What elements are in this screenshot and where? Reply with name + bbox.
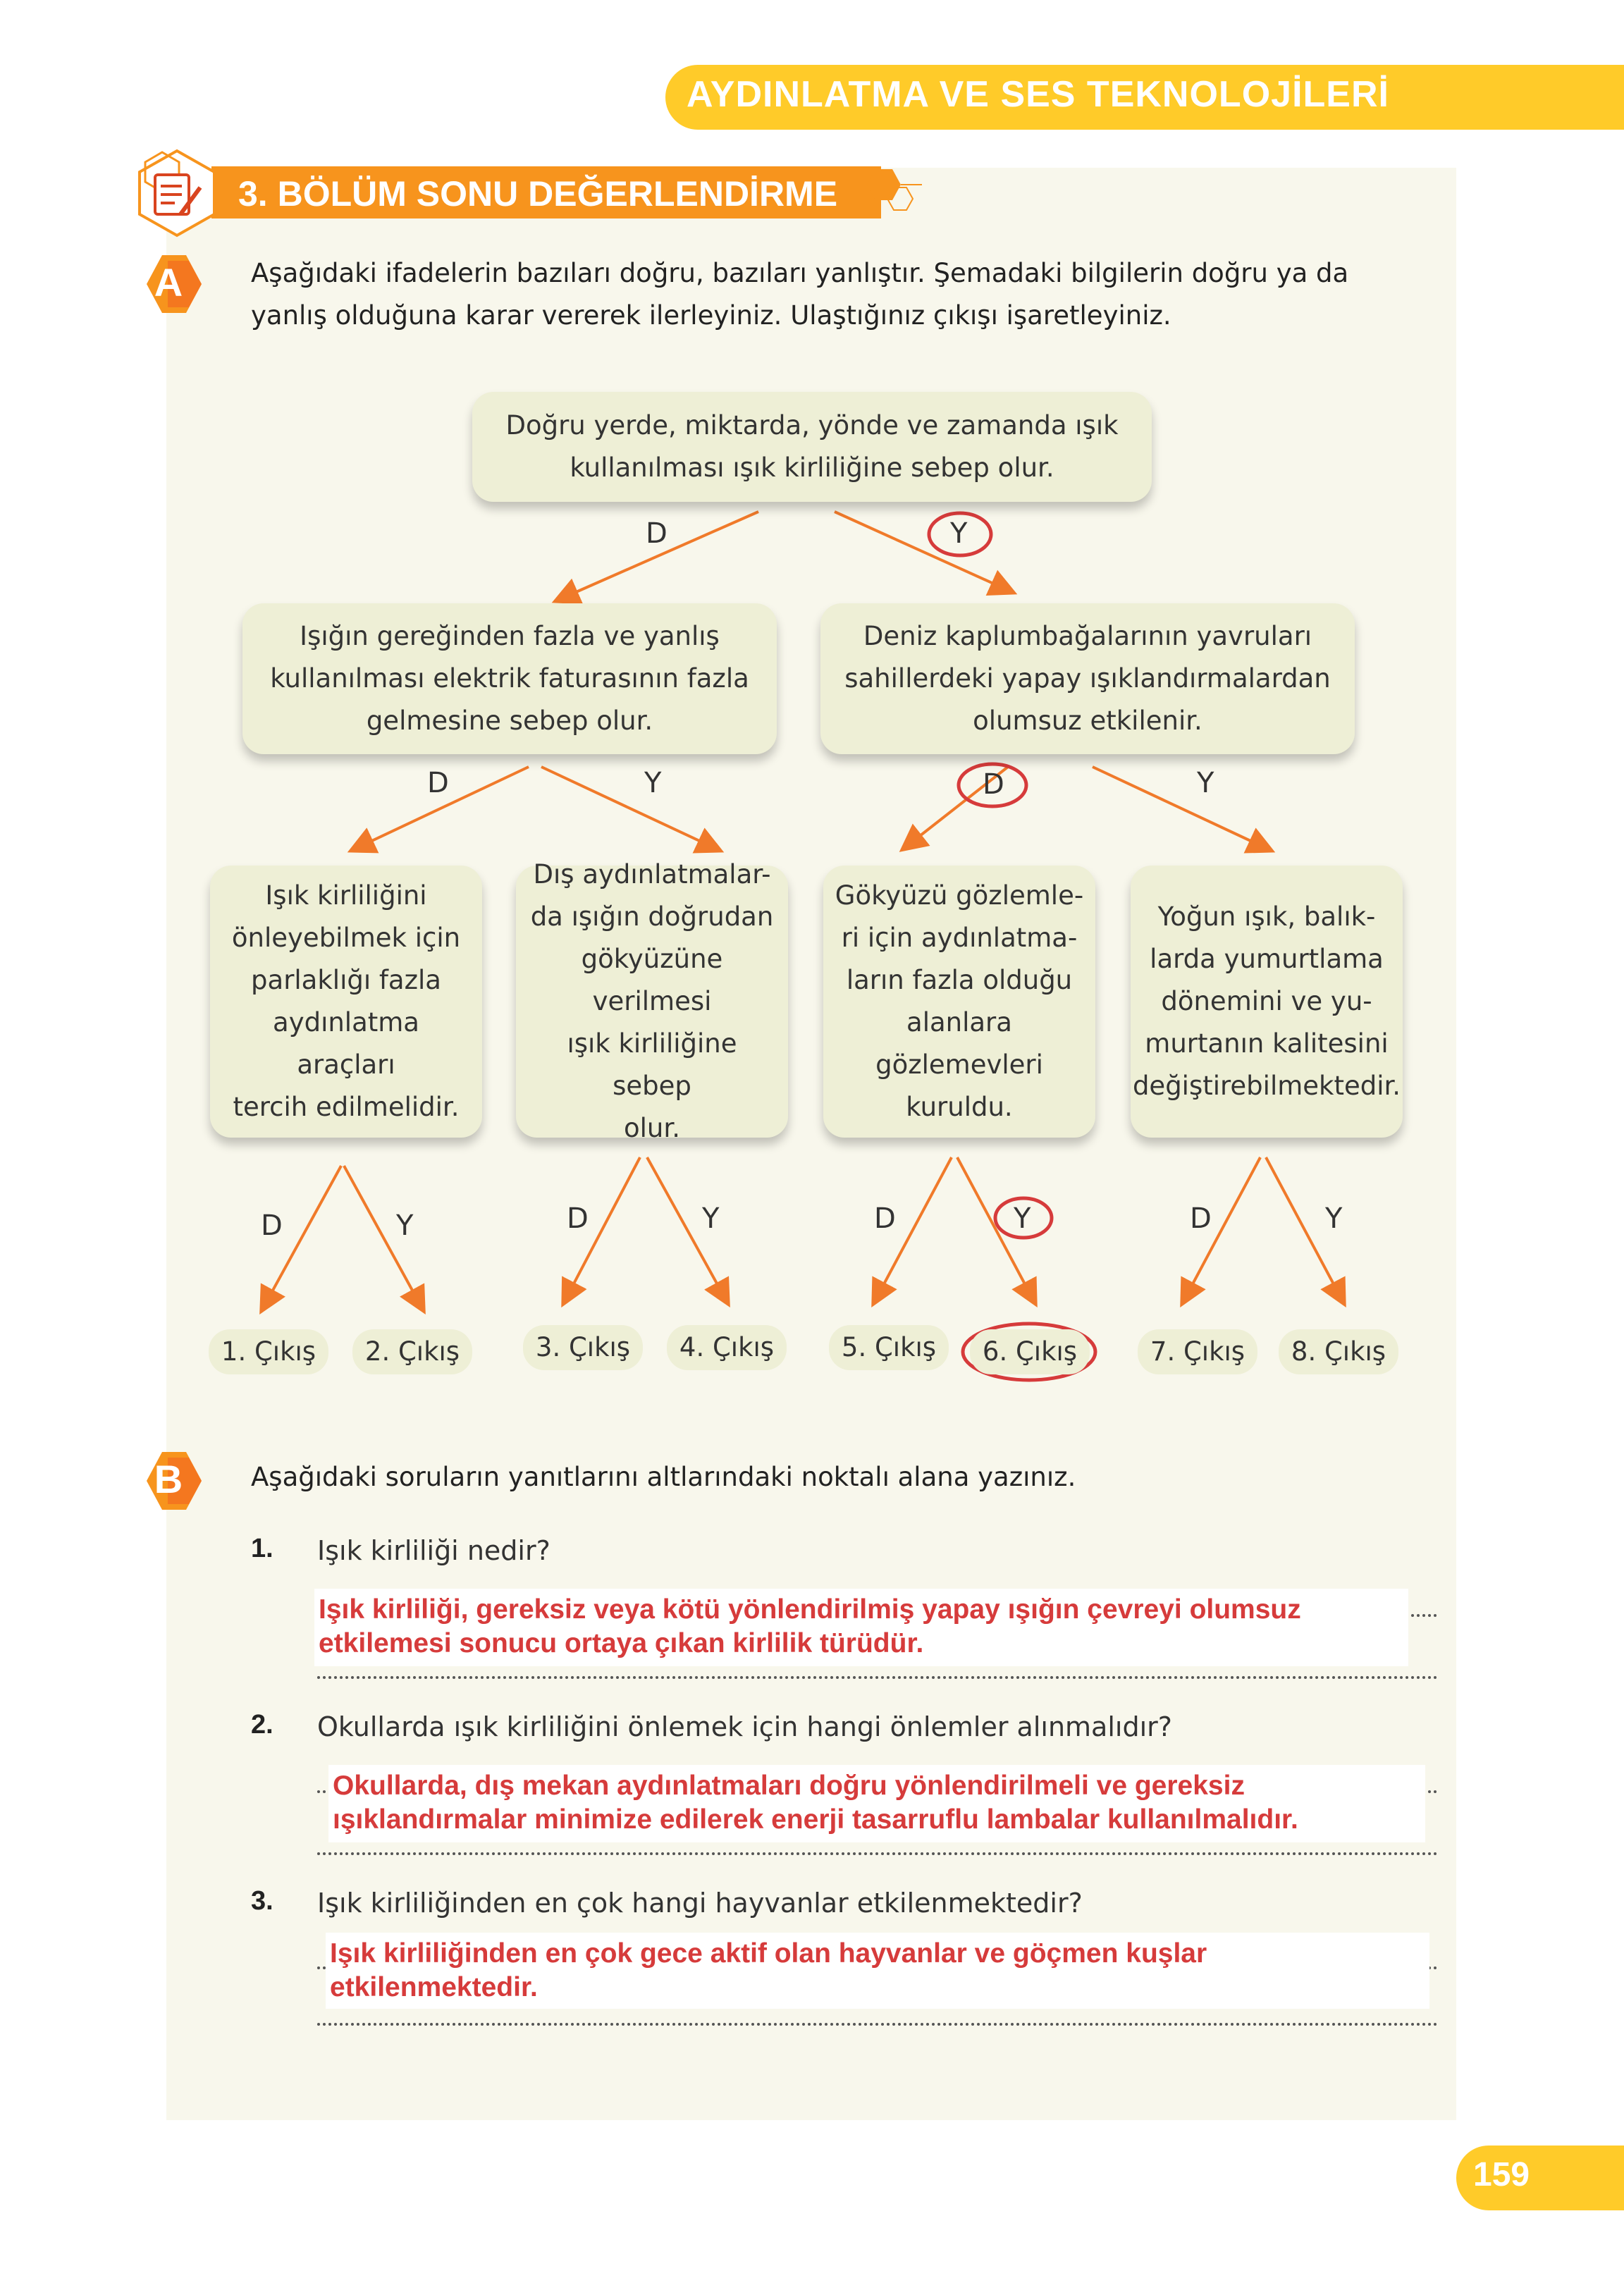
exit-4[interactable]: 4. Çıkış [667, 1325, 787, 1370]
root-line1: Doğru yerde, miktarda, yönde ve zamanda ışık [505, 410, 1119, 441]
answer-1-dotline-2 [317, 1676, 1438, 1679]
l3-3-false-label: Y [1014, 1202, 1031, 1235]
answer-3-line1: Işık kirliliğinden en çok gece aktif olan hayvanlar ve göçmen kuşlar [330, 1938, 1207, 1969]
exit-1[interactable]: 1. Çıkış [209, 1329, 328, 1374]
level3-1-line1: Işık kirliliğini [265, 880, 427, 911]
level3-box-1 [210, 866, 482, 1138]
l3-4-true-label: D [1190, 1202, 1212, 1235]
level3-2-line5: olur. [624, 1113, 680, 1143]
level3-box-3 [823, 866, 1095, 1138]
level3-3-line3: ların fazla olduğu [846, 965, 1073, 995]
level2-box-right [820, 603, 1355, 754]
level3-4-line5: değiştirebilmektedir. [1132, 1071, 1401, 1101]
level3-3-line5: gözlemevleri [875, 1049, 1043, 1080]
level3-2-line4: ışık kirliliğine sebep [567, 1028, 737, 1101]
answer-2-dotline-2 [317, 1852, 1438, 1855]
page-number-tab [1456, 2146, 1624, 2210]
part-a-letter: A [154, 260, 183, 304]
part-a-instruction-line1: Aşağıdaki ifadelerin bazıları doğru, bazıları yanlıştır. Şemadaki bilgilerin doğru ya da [251, 258, 1349, 288]
level3-3-line1: Gökyüzü gözlemle- [835, 880, 1084, 911]
level3-1-line2: önleyebilmek için [231, 923, 461, 953]
l3-1-false-label: Y [396, 1209, 414, 1242]
level3-2-line1: Dış aydınlatmalar- [533, 859, 771, 889]
question-1-text: Işık kirliliği nedir? [317, 1535, 550, 1566]
answer-3-dotline-2 [317, 2023, 1438, 2026]
level2-right-line1: Deniz kaplumbağalarının yavruları [863, 621, 1312, 651]
level3-1-line4: aydınlatma araçları [273, 1007, 419, 1080]
flowchart-root-box [472, 392, 1152, 502]
chapter-title: AYDINLATMA VE SES TEKNOLOJİLERİ [687, 74, 1389, 115]
part-b-instruction: Aşağıdaki soruların yanıtlarını altlarındaki noktalı alana yazınız. [251, 1462, 1076, 1492]
level3-3-line4: alanlara [906, 1007, 1012, 1038]
level3-2-line2: da ışığın doğrudan [530, 901, 774, 932]
answer-3-field[interactable] [326, 1933, 1429, 2009]
part-b-letter-wrap [137, 1448, 200, 1511]
level3-4-line4: murtanın kalitesini [1145, 1028, 1389, 1059]
level2-left-line3: gelmesine sebep olur. [366, 706, 653, 736]
level2-left-line1: Işığın gereğinden fazla ve yanlış [300, 621, 720, 651]
part-b-letter: B [154, 1457, 183, 1501]
level2-right-line3: olumsuz etkilenir. [973, 706, 1202, 736]
question-3-text: Işık kirliliğinden en çok hangi hayvanlar etkilenmektedir? [317, 1888, 1083, 1919]
question-2-number: 2. [251, 1710, 273, 1740]
level3-3-line2: ri için aydınlatma- [841, 923, 1078, 953]
level2-left-false-label: Y [644, 767, 662, 799]
exit-8[interactable]: 8. Çıkış [1279, 1329, 1398, 1374]
l3-3-true-label: D [874, 1202, 896, 1235]
page-number: 159 [1473, 2156, 1530, 2193]
answer-1-field[interactable] [314, 1589, 1408, 1666]
section-title: 3. BÖLÜM SONU DEĞERLENDİRME [238, 174, 838, 214]
answer-1-line2: etkilemesi sonucu ortaya çıkan kirlilik türüdür. [319, 1628, 924, 1658]
level2-box-left [242, 603, 777, 754]
exit-5[interactable]: 5. Çıkış [829, 1325, 949, 1370]
level3-box-2 [516, 859, 788, 1143]
level2-right-true-label: D [983, 768, 1004, 801]
answer-2-field[interactable] [328, 1765, 1425, 1842]
level3-1-line3: parlaklığı fazla [251, 965, 441, 995]
level3-2-line3: gökyüzüne verilmesi [581, 944, 723, 1016]
question-2-text: Okullarda ışık kirliliğini önlemek için hangi önlemler alınmalıdır? [317, 1711, 1172, 1742]
l3-4-false-label: Y [1325, 1202, 1343, 1235]
exit-2[interactable]: 2. Çıkış [352, 1329, 472, 1374]
part-a-instruction-line2: yanlış olduğuna karar vererek ilerleyiniz. Ulaştığınız çıkışı işaretleyiniz. [251, 300, 1171, 331]
level2-left-line2: kullanılması elektrik faturasının fazla [270, 663, 749, 694]
answer-1-line1: Işık kirliliği, gereksiz veya kötü yönlendirilmiş yapay ışığın çevreyi olumsuz [319, 1594, 1301, 1625]
level2-right-false-label: Y [1197, 767, 1214, 799]
answer-3-line2: etkilenmektedir. [330, 1972, 538, 2002]
root-line2: kullanılması ışık kirliliğine sebep olur. [570, 453, 1054, 483]
level2-left-true-label: D [427, 767, 449, 799]
l3-1-true-label: D [261, 1209, 283, 1242]
root-true-label: D [646, 517, 668, 550]
exit-6[interactable]: 6. Çıkış [970, 1329, 1090, 1374]
answer-2-line1: Okullarda, dış mekan aydınlatmaları doğru yönlendirilmeli ve gereksiz [333, 1771, 1245, 1801]
question-3-number: 3. [251, 1886, 273, 1916]
level3-3-line6: kuruldu. [906, 1092, 1013, 1122]
exit-3[interactable]: 3. Çıkış [523, 1325, 643, 1370]
question-1-number: 1. [251, 1534, 273, 1563]
level3-1-line5: tercih edilmelidir. [233, 1092, 460, 1122]
exit-7[interactable]: 7. Çıkış [1138, 1329, 1257, 1374]
l3-2-true-label: D [567, 1202, 589, 1235]
level3-4-line1: Yoğun ışık, balık- [1157, 901, 1376, 932]
level2-right-line2: sahillerdeki yapay ışıklandırmalardan [844, 663, 1331, 694]
level3-4-line3: dönemini ve yu- [1161, 986, 1372, 1016]
root-false-label: Y [950, 517, 968, 550]
level3-4-line2: larda yumurtlama [1150, 944, 1384, 974]
answer-2-line2: ışıklandırmalar minimize edilerek enerji tasarruflu lambalar kullanılmalıdır. [333, 1804, 1298, 1835]
level3-box-4 [1131, 866, 1403, 1138]
l3-2-false-label: Y [702, 1202, 720, 1235]
